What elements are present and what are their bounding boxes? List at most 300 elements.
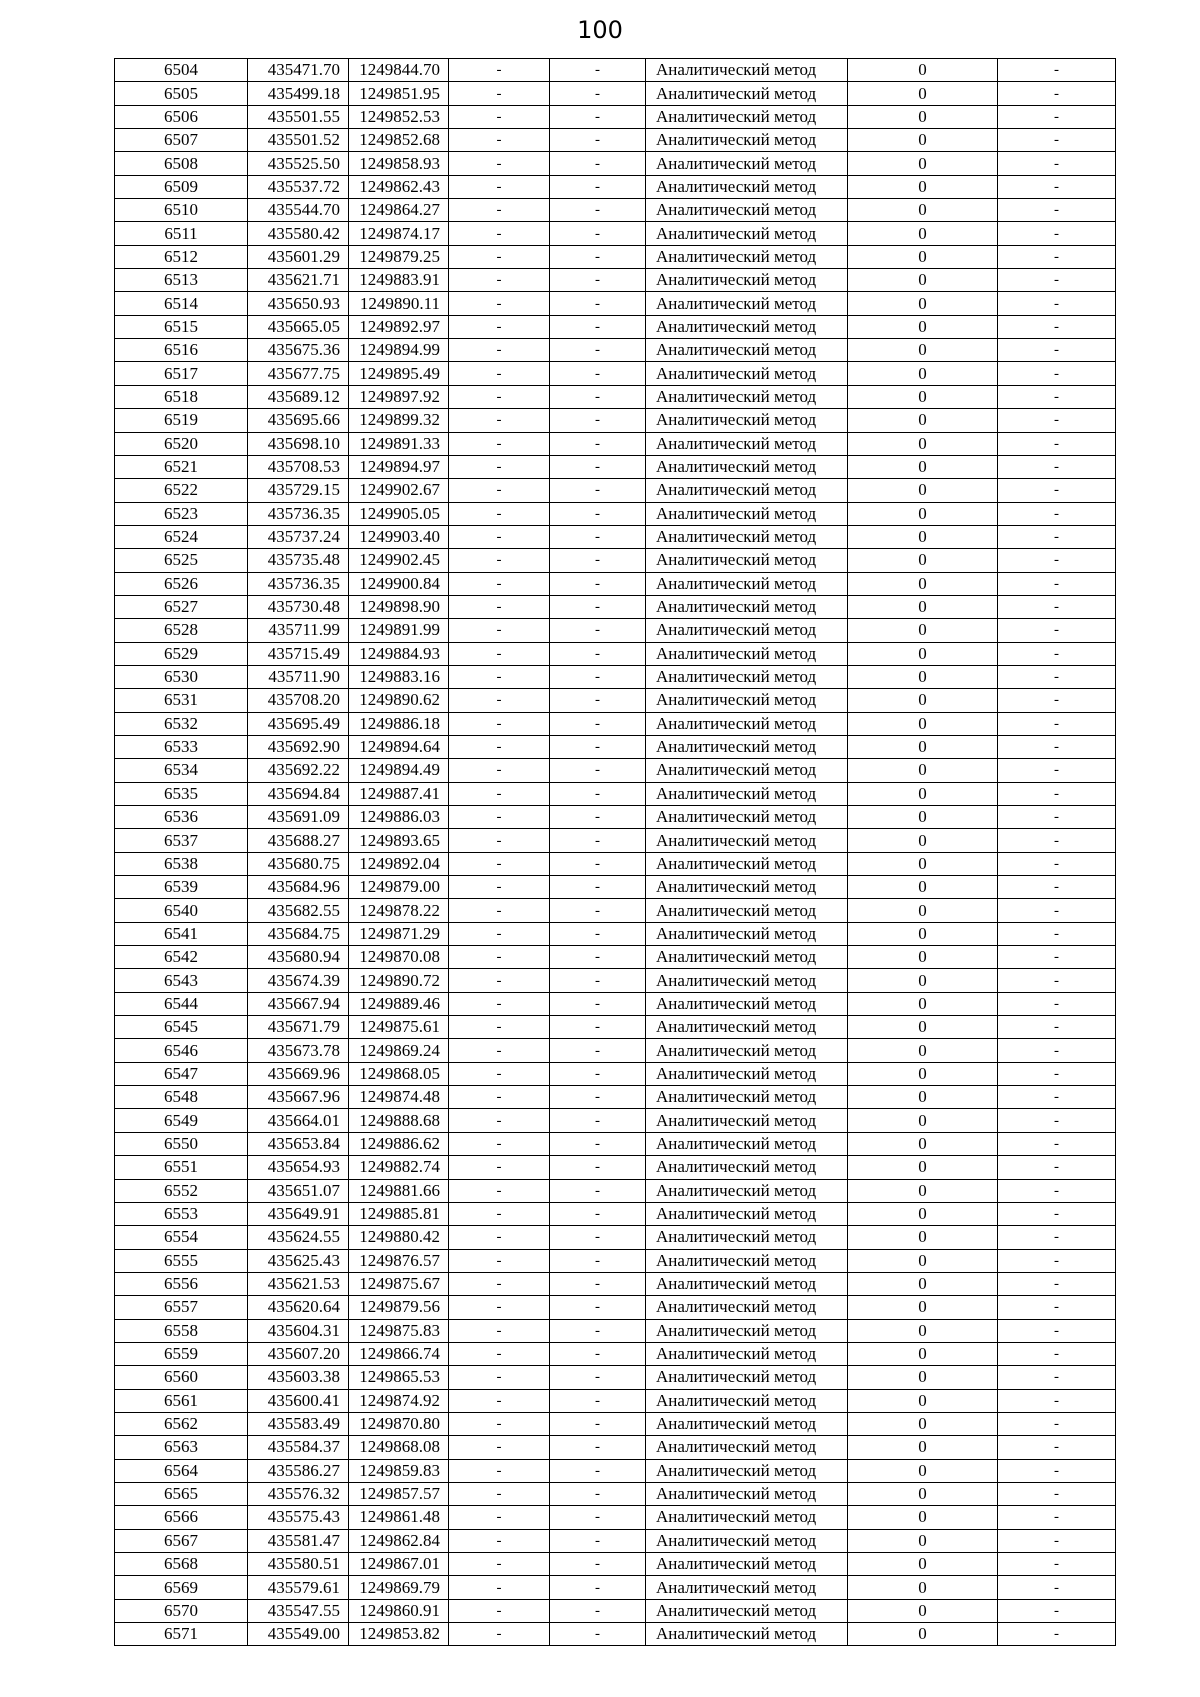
table-row: [115, 946, 1116, 969]
dash-cell: -: [550, 782, 646, 805]
dash-cell: -: [449, 806, 550, 829]
dash-cell: -: [998, 595, 1116, 618]
x-coordinate-cell: 435471.70: [248, 59, 349, 82]
dash-cell: -: [998, 946, 1116, 969]
y-coordinate-cell: 1249853.82: [349, 1623, 449, 1646]
dash-cell: -: [449, 1226, 550, 1249]
y-coordinate-cell: 1249862.84: [349, 1529, 449, 1552]
error-value-cell: 0: [848, 876, 998, 899]
table-row: [115, 782, 1116, 805]
method-cell: Аналитический метод: [646, 432, 848, 455]
dash-cell: -: [449, 689, 550, 712]
error-value-cell: 0: [848, 1179, 998, 1202]
x-coordinate-cell: 435607.20: [248, 1342, 349, 1365]
point-number-cell: 6530: [115, 665, 248, 688]
y-coordinate-cell: 1249870.08: [349, 946, 449, 969]
y-coordinate-cell: 1249894.49: [349, 759, 449, 782]
x-coordinate-cell: 435684.75: [248, 922, 349, 945]
x-coordinate-cell: 435499.18: [248, 82, 349, 105]
dash-cell: -: [449, 1506, 550, 1529]
y-coordinate-cell: 1249894.64: [349, 735, 449, 758]
point-number-cell: 6524: [115, 525, 248, 548]
x-coordinate-cell: 435621.53: [248, 1272, 349, 1295]
dash-cell: -: [998, 1109, 1116, 1132]
x-coordinate-cell: 435708.53: [248, 455, 349, 478]
table-row: [115, 689, 1116, 712]
x-coordinate-cell: 435695.49: [248, 712, 349, 735]
y-coordinate-cell: 1249874.17: [349, 222, 449, 245]
dash-cell: -: [998, 1389, 1116, 1412]
point-number-cell: 6534: [115, 759, 248, 782]
error-value-cell: 0: [848, 1553, 998, 1576]
error-value-cell: 0: [848, 852, 998, 875]
method-cell: Аналитический метод: [646, 1039, 848, 1062]
x-coordinate-cell: 435715.49: [248, 642, 349, 665]
point-number-cell: 6513: [115, 269, 248, 292]
dash-cell: -: [449, 1436, 550, 1459]
dash-cell: -: [998, 1296, 1116, 1319]
y-coordinate-cell: 1249895.49: [349, 362, 449, 385]
method-cell: Аналитический метод: [646, 175, 848, 198]
method-cell: Аналитический метод: [646, 549, 848, 572]
dash-cell: -: [449, 1366, 550, 1389]
error-value-cell: 0: [848, 1296, 998, 1319]
method-cell: Аналитический метод: [646, 59, 848, 82]
x-coordinate-cell: 435674.39: [248, 969, 349, 992]
dash-cell: -: [449, 525, 550, 548]
error-value-cell: 0: [848, 199, 998, 222]
error-value-cell: 0: [848, 1016, 998, 1039]
y-coordinate-cell: 1249861.48: [349, 1506, 449, 1529]
point-number-cell: 6565: [115, 1482, 248, 1505]
dash-cell: -: [449, 1039, 550, 1062]
dash-cell: -: [550, 852, 646, 875]
dash-cell: -: [449, 712, 550, 735]
dash-cell: -: [998, 152, 1116, 175]
table-row: [115, 525, 1116, 548]
y-coordinate-cell: 1249885.81: [349, 1202, 449, 1225]
dash-cell: -: [449, 899, 550, 922]
point-number-cell: 6506: [115, 105, 248, 128]
y-coordinate-cell: 1249881.66: [349, 1179, 449, 1202]
dash-cell: -: [449, 1412, 550, 1435]
dash-cell: -: [550, 619, 646, 642]
point-number-cell: 6553: [115, 1202, 248, 1225]
error-value-cell: 0: [848, 946, 998, 969]
error-value-cell: 0: [848, 82, 998, 105]
error-value-cell: 0: [848, 1086, 998, 1109]
dash-cell: -: [449, 479, 550, 502]
dash-cell: -: [550, 946, 646, 969]
method-cell: Аналитический метод: [646, 502, 848, 525]
y-coordinate-cell: 1249869.79: [349, 1576, 449, 1599]
table-row: [115, 1412, 1116, 1435]
dash-cell: -: [550, 876, 646, 899]
point-number-cell: 6551: [115, 1156, 248, 1179]
dash-cell: -: [550, 1342, 646, 1365]
dash-cell: -: [998, 642, 1116, 665]
dash-cell: -: [998, 1576, 1116, 1599]
dash-cell: -: [998, 619, 1116, 642]
dash-cell: -: [550, 339, 646, 362]
dash-cell: -: [998, 245, 1116, 268]
y-coordinate-cell: 1249894.97: [349, 455, 449, 478]
dash-cell: -: [998, 199, 1116, 222]
y-coordinate-cell: 1249874.48: [349, 1086, 449, 1109]
dash-cell: -: [449, 1086, 550, 1109]
dash-cell: -: [550, 829, 646, 852]
y-coordinate-cell: 1249892.97: [349, 315, 449, 338]
method-cell: Аналитический метод: [646, 1226, 848, 1249]
dash-cell: -: [550, 525, 646, 548]
x-coordinate-cell: 435654.93: [248, 1156, 349, 1179]
dash-cell: -: [998, 479, 1116, 502]
point-number-cell: 6548: [115, 1086, 248, 1109]
dash-cell: -: [550, 992, 646, 1015]
table-row: [115, 1202, 1116, 1225]
x-coordinate-cell: 435501.52: [248, 129, 349, 152]
dash-cell: -: [550, 199, 646, 222]
method-cell: Аналитический метод: [646, 409, 848, 432]
method-cell: Аналитический метод: [646, 245, 848, 268]
point-number-cell: 6507: [115, 129, 248, 152]
method-cell: Аналитический метод: [646, 595, 848, 618]
dash-cell: -: [998, 1459, 1116, 1482]
method-cell: Аналитический метод: [646, 852, 848, 875]
table-row: [115, 1482, 1116, 1505]
point-number-cell: 6563: [115, 1436, 248, 1459]
x-coordinate-cell: 435621.71: [248, 269, 349, 292]
y-coordinate-cell: 1249889.46: [349, 992, 449, 1015]
y-coordinate-cell: 1249900.84: [349, 572, 449, 595]
y-coordinate-cell: 1249862.43: [349, 175, 449, 198]
dash-cell: -: [998, 432, 1116, 455]
dash-cell: -: [550, 735, 646, 758]
dash-cell: -: [550, 269, 646, 292]
dash-cell: -: [550, 1506, 646, 1529]
dash-cell: -: [449, 385, 550, 408]
dash-cell: -: [550, 922, 646, 945]
dash-cell: -: [550, 479, 646, 502]
x-coordinate-cell: 435579.61: [248, 1576, 349, 1599]
dash-cell: -: [998, 969, 1116, 992]
method-cell: Аналитический метод: [646, 922, 848, 945]
x-coordinate-cell: 435600.41: [248, 1389, 349, 1412]
dash-cell: -: [449, 1132, 550, 1155]
method-cell: Аналитический метод: [646, 1482, 848, 1505]
point-number-cell: 6526: [115, 572, 248, 595]
error-value-cell: 0: [848, 1156, 998, 1179]
method-cell: Аналитический метод: [646, 385, 848, 408]
point-number-cell: 6541: [115, 922, 248, 945]
dash-cell: -: [550, 245, 646, 268]
table-row: [115, 455, 1116, 478]
method-cell: Аналитический метод: [646, 735, 848, 758]
error-value-cell: 0: [848, 712, 998, 735]
dash-cell: -: [998, 549, 1116, 572]
dash-cell: -: [449, 269, 550, 292]
y-coordinate-cell: 1249898.90: [349, 595, 449, 618]
table-row: [115, 1319, 1116, 1342]
method-cell: Аналитический метод: [646, 479, 848, 502]
error-value-cell: 0: [848, 1132, 998, 1155]
y-coordinate-cell: 1249890.11: [349, 292, 449, 315]
y-coordinate-cell: 1249888.68: [349, 1109, 449, 1132]
dash-cell: -: [449, 992, 550, 1015]
table-row: [115, 642, 1116, 665]
error-value-cell: 0: [848, 1226, 998, 1249]
method-cell: Аналитический метод: [646, 455, 848, 478]
dash-cell: -: [998, 82, 1116, 105]
dash-cell: -: [449, 59, 550, 82]
dash-cell: -: [998, 1506, 1116, 1529]
dash-cell: -: [550, 1202, 646, 1225]
y-coordinate-cell: 1249859.83: [349, 1459, 449, 1482]
dash-cell: -: [550, 1366, 646, 1389]
error-value-cell: 0: [848, 642, 998, 665]
x-coordinate-cell: 435688.27: [248, 829, 349, 852]
dash-cell: -: [449, 829, 550, 852]
method-cell: Аналитический метод: [646, 1086, 848, 1109]
dash-cell: -: [550, 315, 646, 338]
dash-cell: -: [550, 1086, 646, 1109]
table-row: [115, 712, 1116, 735]
table-row: [115, 222, 1116, 245]
point-number-cell: 6525: [115, 549, 248, 572]
dash-cell: -: [550, 1109, 646, 1132]
x-coordinate-cell: 435692.22: [248, 759, 349, 782]
dash-cell: -: [550, 1179, 646, 1202]
dash-cell: -: [449, 129, 550, 152]
point-number-cell: 6536: [115, 806, 248, 829]
x-coordinate-cell: 435675.36: [248, 339, 349, 362]
dash-cell: -: [550, 385, 646, 408]
method-cell: Аналитический метод: [646, 525, 848, 548]
dash-cell: -: [550, 1132, 646, 1155]
error-value-cell: 0: [848, 339, 998, 362]
point-number-cell: 6544: [115, 992, 248, 1015]
table-row: [115, 1296, 1116, 1319]
x-coordinate-cell: 435537.72: [248, 175, 349, 198]
x-coordinate-cell: 435584.37: [248, 1436, 349, 1459]
method-cell: Аналитический метод: [646, 269, 848, 292]
y-coordinate-cell: 1249868.08: [349, 1436, 449, 1459]
method-cell: Аналитический метод: [646, 572, 848, 595]
point-number-cell: 6529: [115, 642, 248, 665]
error-value-cell: 0: [848, 1529, 998, 1552]
dash-cell: -: [550, 105, 646, 128]
error-value-cell: 0: [848, 105, 998, 128]
point-number-cell: 6523: [115, 502, 248, 525]
table-row: [115, 1506, 1116, 1529]
dash-cell: -: [449, 292, 550, 315]
point-number-cell: 6546: [115, 1039, 248, 1062]
dash-cell: -: [449, 1249, 550, 1272]
method-cell: Аналитический метод: [646, 1459, 848, 1482]
y-coordinate-cell: 1249879.56: [349, 1296, 449, 1319]
table-row: [115, 502, 1116, 525]
dash-cell: -: [550, 1272, 646, 1295]
y-coordinate-cell: 1249870.80: [349, 1412, 449, 1435]
y-coordinate-cell: 1249883.16: [349, 665, 449, 688]
dash-cell: -: [998, 1412, 1116, 1435]
x-coordinate-cell: 435620.64: [248, 1296, 349, 1319]
dash-cell: -: [550, 712, 646, 735]
error-value-cell: 0: [848, 1506, 998, 1529]
point-number-cell: 6514: [115, 292, 248, 315]
error-value-cell: 0: [848, 992, 998, 1015]
dash-cell: -: [550, 1319, 646, 1342]
method-cell: Аналитический метод: [646, 712, 848, 735]
method-cell: Аналитический метод: [646, 689, 848, 712]
x-coordinate-cell: 435680.75: [248, 852, 349, 875]
y-coordinate-cell: 1249884.93: [349, 642, 449, 665]
dash-cell: -: [998, 1062, 1116, 1085]
x-coordinate-cell: 435695.66: [248, 409, 349, 432]
dash-cell: -: [449, 1459, 550, 1482]
point-number-cell: 6517: [115, 362, 248, 385]
dash-cell: -: [550, 1529, 646, 1552]
error-value-cell: 0: [848, 409, 998, 432]
x-coordinate-cell: 435650.93: [248, 292, 349, 315]
dash-cell: -: [998, 105, 1116, 128]
point-number-cell: 6540: [115, 899, 248, 922]
dash-cell: -: [998, 175, 1116, 198]
point-number-cell: 6537: [115, 829, 248, 852]
table-row: [115, 1459, 1116, 1482]
dash-cell: -: [998, 1039, 1116, 1062]
dash-cell: -: [449, 152, 550, 175]
error-value-cell: 0: [848, 502, 998, 525]
method-cell: Аналитический метод: [646, 1623, 848, 1646]
dash-cell: -: [998, 455, 1116, 478]
method-cell: Аналитический метод: [646, 876, 848, 899]
dash-cell: -: [550, 1389, 646, 1412]
dash-cell: -: [449, 1272, 550, 1295]
table-row: [115, 1179, 1116, 1202]
y-coordinate-cell: 1249891.99: [349, 619, 449, 642]
point-number-cell: 6522: [115, 479, 248, 502]
method-cell: Аналитический метод: [646, 1436, 848, 1459]
dash-cell: -: [449, 362, 550, 385]
y-coordinate-cell: 1249879.00: [349, 876, 449, 899]
y-coordinate-cell: 1249844.70: [349, 59, 449, 82]
x-coordinate-cell: 435625.43: [248, 1249, 349, 1272]
dash-cell: -: [998, 1016, 1116, 1039]
point-number-cell: 6532: [115, 712, 248, 735]
dash-cell: -: [998, 1202, 1116, 1225]
dash-cell: -: [449, 175, 550, 198]
y-coordinate-cell: 1249875.83: [349, 1319, 449, 1342]
dash-cell: -: [550, 806, 646, 829]
table-body: [115, 59, 1116, 1646]
table-row: [115, 362, 1116, 385]
point-number-cell: 6505: [115, 82, 248, 105]
dash-cell: -: [550, 1156, 646, 1179]
dash-cell: -: [550, 1553, 646, 1576]
table-row: [115, 129, 1116, 152]
dash-cell: -: [449, 1342, 550, 1365]
y-coordinate-cell: 1249890.72: [349, 969, 449, 992]
dash-cell: -: [449, 315, 550, 338]
dash-cell: -: [998, 1086, 1116, 1109]
dash-cell: -: [998, 269, 1116, 292]
table-row: [115, 759, 1116, 782]
dash-cell: -: [449, 1553, 550, 1576]
dash-cell: -: [998, 1319, 1116, 1342]
x-coordinate-cell: 435653.84: [248, 1132, 349, 1155]
x-coordinate-cell: 435736.35: [248, 502, 349, 525]
dash-cell: -: [449, 665, 550, 688]
dash-cell: -: [449, 852, 550, 875]
dash-cell: -: [550, 1482, 646, 1505]
table-row: [115, 1366, 1116, 1389]
dash-cell: -: [550, 549, 646, 572]
x-coordinate-cell: 435624.55: [248, 1226, 349, 1249]
error-value-cell: 0: [848, 59, 998, 82]
dash-cell: -: [449, 572, 550, 595]
dash-cell: -: [550, 362, 646, 385]
dash-cell: -: [998, 922, 1116, 945]
method-cell: Аналитический метод: [646, 1062, 848, 1085]
y-coordinate-cell: 1249902.67: [349, 479, 449, 502]
point-number-cell: 6511: [115, 222, 248, 245]
method-cell: Аналитический метод: [646, 1366, 848, 1389]
dash-cell: -: [550, 292, 646, 315]
table-row: [115, 1599, 1116, 1622]
error-value-cell: 0: [848, 1436, 998, 1459]
dash-cell: -: [998, 665, 1116, 688]
x-coordinate-cell: 435575.43: [248, 1506, 349, 1529]
dash-cell: -: [449, 1389, 550, 1412]
table-row: [115, 199, 1116, 222]
table-row: [115, 992, 1116, 1015]
error-value-cell: 0: [848, 479, 998, 502]
error-value-cell: 0: [848, 1319, 998, 1342]
dash-cell: -: [998, 1366, 1116, 1389]
dash-cell: -: [449, 1016, 550, 1039]
dash-cell: -: [998, 782, 1116, 805]
dash-cell: -: [998, 1436, 1116, 1459]
error-value-cell: 0: [848, 1249, 998, 1272]
dash-cell: -: [449, 1202, 550, 1225]
point-number-cell: 6570: [115, 1599, 248, 1622]
dash-cell: -: [998, 292, 1116, 315]
error-value-cell: 0: [848, 152, 998, 175]
point-number-cell: 6558: [115, 1319, 248, 1342]
point-number-cell: 6554: [115, 1226, 248, 1249]
table-row: [115, 385, 1116, 408]
dash-cell: -: [998, 339, 1116, 362]
error-value-cell: 0: [848, 1062, 998, 1085]
dash-cell: -: [449, 1319, 550, 1342]
x-coordinate-cell: 435604.31: [248, 1319, 349, 1342]
dash-cell: -: [449, 339, 550, 362]
point-number-cell: 6566: [115, 1506, 248, 1529]
y-coordinate-cell: 1249852.53: [349, 105, 449, 128]
point-number-cell: 6527: [115, 595, 248, 618]
dash-cell: -: [449, 222, 550, 245]
table-row: [115, 1249, 1116, 1272]
y-coordinate-cell: 1249869.24: [349, 1039, 449, 1062]
table-row: [115, 1226, 1116, 1249]
error-value-cell: 0: [848, 619, 998, 642]
method-cell: Аналитический метод: [646, 1342, 848, 1365]
method-cell: Аналитический метод: [646, 642, 848, 665]
y-coordinate-cell: 1249858.93: [349, 152, 449, 175]
dash-cell: -: [550, 1016, 646, 1039]
point-number-cell: 6533: [115, 735, 248, 758]
